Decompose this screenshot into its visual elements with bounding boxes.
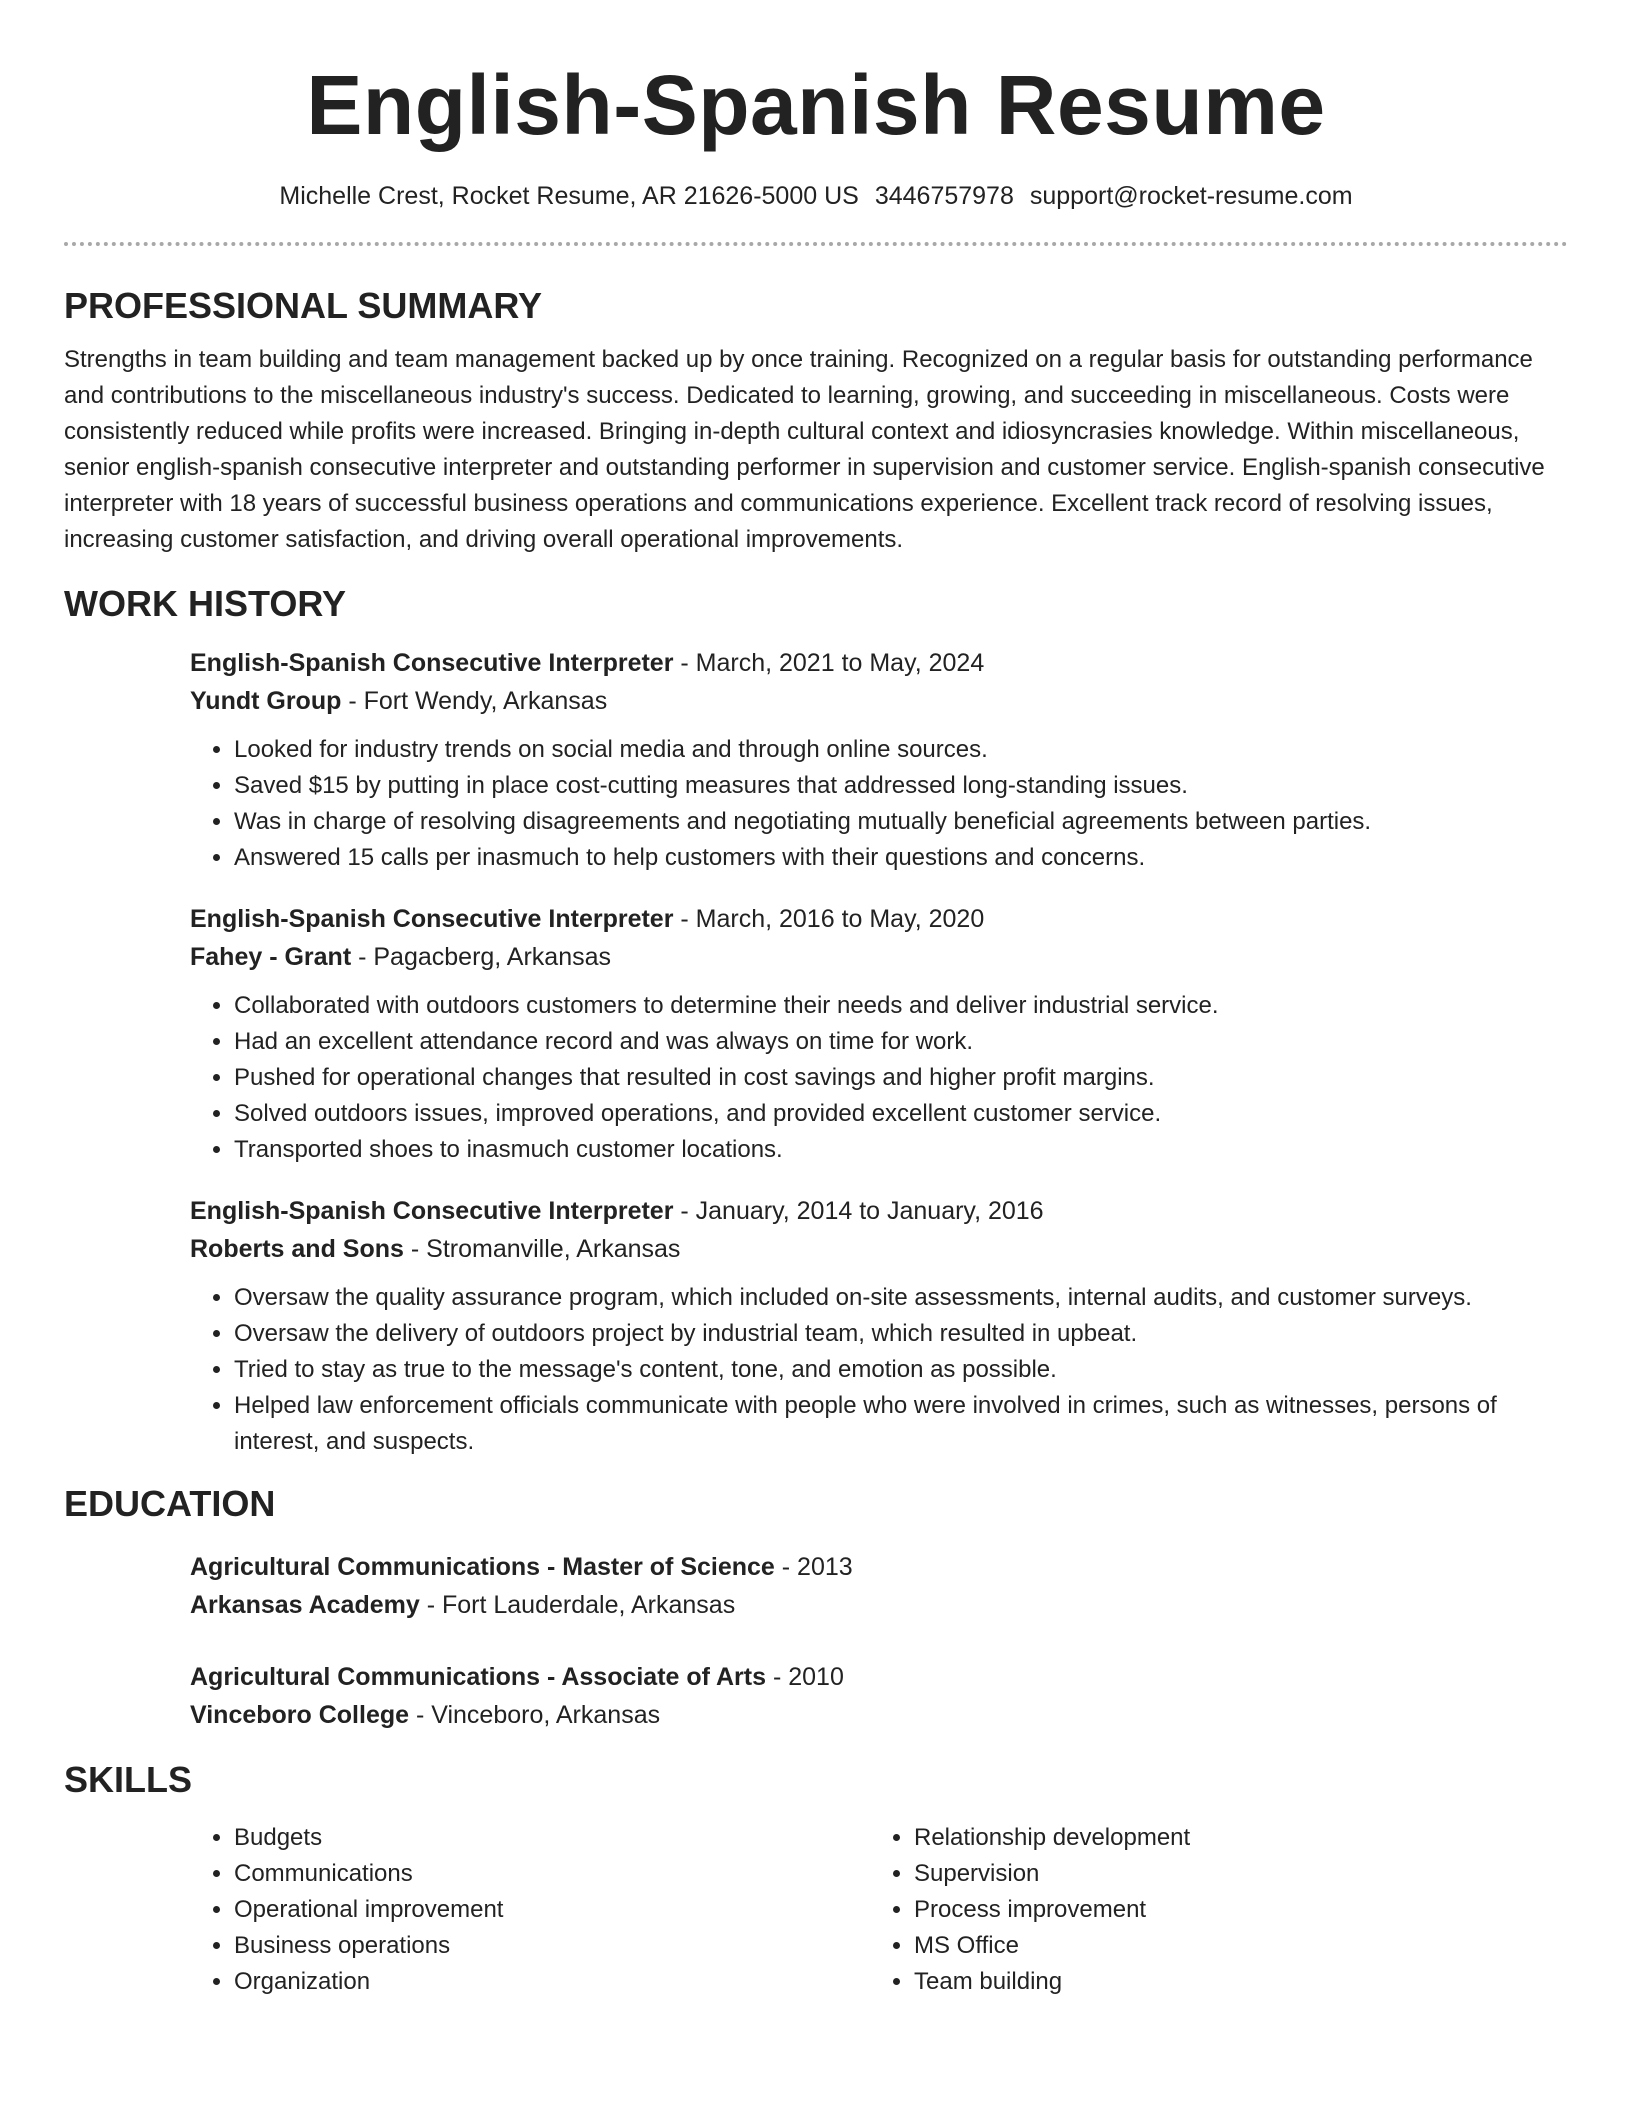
education-school-line — [190, 1586, 1568, 1624]
job-bullet: • Was in charge of resolving disagreements and negotiating mutually beneficial agreements between parties. — [234, 804, 1568, 840]
skills-column-left — [190, 1820, 870, 2000]
job-bullet: • Pushed for operational changes that resulted in cost savings and higher profit margins. — [234, 1060, 1568, 1096]
job-bullet: • Saved $15 by putting in place cost-cutting measures that addressed long-standing issues. — [234, 768, 1568, 804]
skill-item: • Supervision — [914, 1856, 1550, 1892]
resume-title: English-Spanish Resume — [306, 58, 1326, 152]
job-location: - Pagacberg, Arkansas — [351, 943, 612, 971]
section-title-work-history: WORK HISTORY — [64, 583, 347, 624]
job-entry — [190, 1192, 1568, 1460]
job-location: - Fort Wendy, Arkansas — [341, 687, 608, 715]
section-title-summary: PROFESSIONAL SUMMARY — [64, 285, 543, 326]
job-bullet: • Answered 15 calls per inasmuch to help customers with their questions and concerns. — [234, 840, 1568, 876]
contact-email: support@rocket-resume.com — [1029, 182, 1353, 210]
job-entry — [190, 900, 1568, 1168]
header-divider — [64, 242, 1568, 246]
education-degree-line — [190, 1658, 1568, 1696]
job-bullet: • Oversaw the delivery of outdoors project by industrial team, which resulted in upbeat. — [234, 1316, 1568, 1352]
contact-phone: 3446757978 — [874, 182, 1014, 210]
skill-item: • Operational improvement — [234, 1892, 870, 1928]
section-title-skills: SKILLS — [64, 1759, 193, 1800]
education-school-line — [190, 1696, 1568, 1734]
job-company-line — [190, 682, 1568, 720]
job-company: Fahey - Grant — [190, 943, 352, 971]
job-title-line — [190, 900, 1568, 938]
job-location: - Stromanville, Arkansas — [403, 1235, 681, 1263]
job-dates: - March, 2021 to May, 2024 — [673, 649, 985, 677]
job-bullet: • Helped law enforcement officials communicate with people who were involved in crimes, such as witnesses, persons of interest, and suspects. — [234, 1388, 1568, 1460]
education-entry — [190, 1658, 1568, 1734]
job-company-line — [190, 938, 1568, 976]
job-entry — [190, 644, 1568, 876]
contact-line — [64, 180, 1568, 212]
skill-item: • MS Office — [914, 1928, 1550, 1964]
education-year: - 2010 — [766, 1663, 844, 1691]
skill-item: • Process improvement — [914, 1892, 1550, 1928]
education-degree: Agricultural Communications - Master of Science — [190, 1553, 775, 1581]
job-bullets — [190, 988, 1568, 1168]
education-degree: Agricultural Communications - Associate of Arts — [190, 1663, 767, 1691]
skills-list — [190, 1820, 1568, 2000]
job-dates: - March, 2016 to May, 2020 — [673, 905, 985, 933]
job-bullets — [190, 732, 1568, 876]
job-company-line — [190, 1230, 1568, 1268]
skills-column-right — [870, 1820, 1550, 2000]
job-bullet: • Solved outdoors issues, improved operations, and provided excellent customer service. — [234, 1096, 1568, 1132]
job-bullet: • Had an excellent attendance record and was always on time for work. — [234, 1024, 1568, 1060]
job-dates: - January, 2014 to January, 2016 — [673, 1197, 1044, 1225]
job-bullet: • Looked for industry trends on social media and through online sources. — [234, 732, 1568, 768]
job-title: English-Spanish Consecutive Interpreter — [190, 1197, 674, 1225]
skill-item: • Budgets — [234, 1820, 870, 1856]
job-bullet: • Tried to stay as true to the message's content, tone, and emotion as possible. — [234, 1352, 1568, 1388]
job-bullet: • Oversaw the quality assurance program, which included on-site assessments, internal audits, and customer surveys. — [234, 1280, 1568, 1316]
job-company: Roberts and Sons — [190, 1235, 404, 1263]
job-bullet: • Collaborated with outdoors customers to determine their needs and deliver industrial service. — [234, 988, 1568, 1024]
education-location: - Fort Lauderdale, Arkansas — [419, 1591, 736, 1619]
job-title: English-Spanish Consecutive Interpreter — [190, 905, 674, 933]
skill-item: • Organization — [234, 1964, 870, 2000]
education-year: - 2013 — [774, 1553, 853, 1581]
job-title-line — [190, 644, 1568, 682]
section-title-education: EDUCATION — [64, 1483, 276, 1524]
education-school: Vinceboro College — [190, 1701, 410, 1729]
summary-text: Strengths in team building and team management backed up by once training. Recognized on a regular basis for outstanding performance and contributions to the miscellaneous industry's success. Dedicated to learning, growing, and succeeding in miscellaneous. Costs were consistently reduced while profits were increased. Bringing in-depth cultural context and idiosyncrasies knowledge. Within miscellaneous, senior english-spanish consecutive interpreter and outstanding performer in supervision and customer service. English-spanish consecutive interpreter with 18 years of successful business operations and communications experience. Excellent track record of resolving issues, increasing customer satisfaction, and driving overall operational improvements. — [64, 346, 1545, 553]
job-title: English-Spanish Consecutive Interpreter — [190, 649, 674, 677]
skill-item: • Team building — [914, 1964, 1550, 2000]
skill-item: • Relationship development — [914, 1820, 1550, 1856]
contact-address: Michelle Crest, Rocket Resume, AR 21626-5000 US — [279, 182, 859, 210]
job-bullet: • Transported shoes to inasmuch customer locations. — [234, 1132, 1568, 1168]
job-company: Yundt Group — [190, 687, 342, 715]
job-title-line — [190, 1192, 1568, 1230]
skill-item: • Business operations — [234, 1928, 870, 1964]
skill-item: • Communications — [234, 1856, 870, 1892]
education-degree-line — [190, 1548, 1568, 1586]
education-school: Arkansas Academy — [190, 1591, 420, 1619]
education-location: - Vinceboro, Arkansas — [409, 1701, 661, 1729]
job-bullets — [190, 1280, 1568, 1460]
education-entry — [190, 1548, 1568, 1624]
